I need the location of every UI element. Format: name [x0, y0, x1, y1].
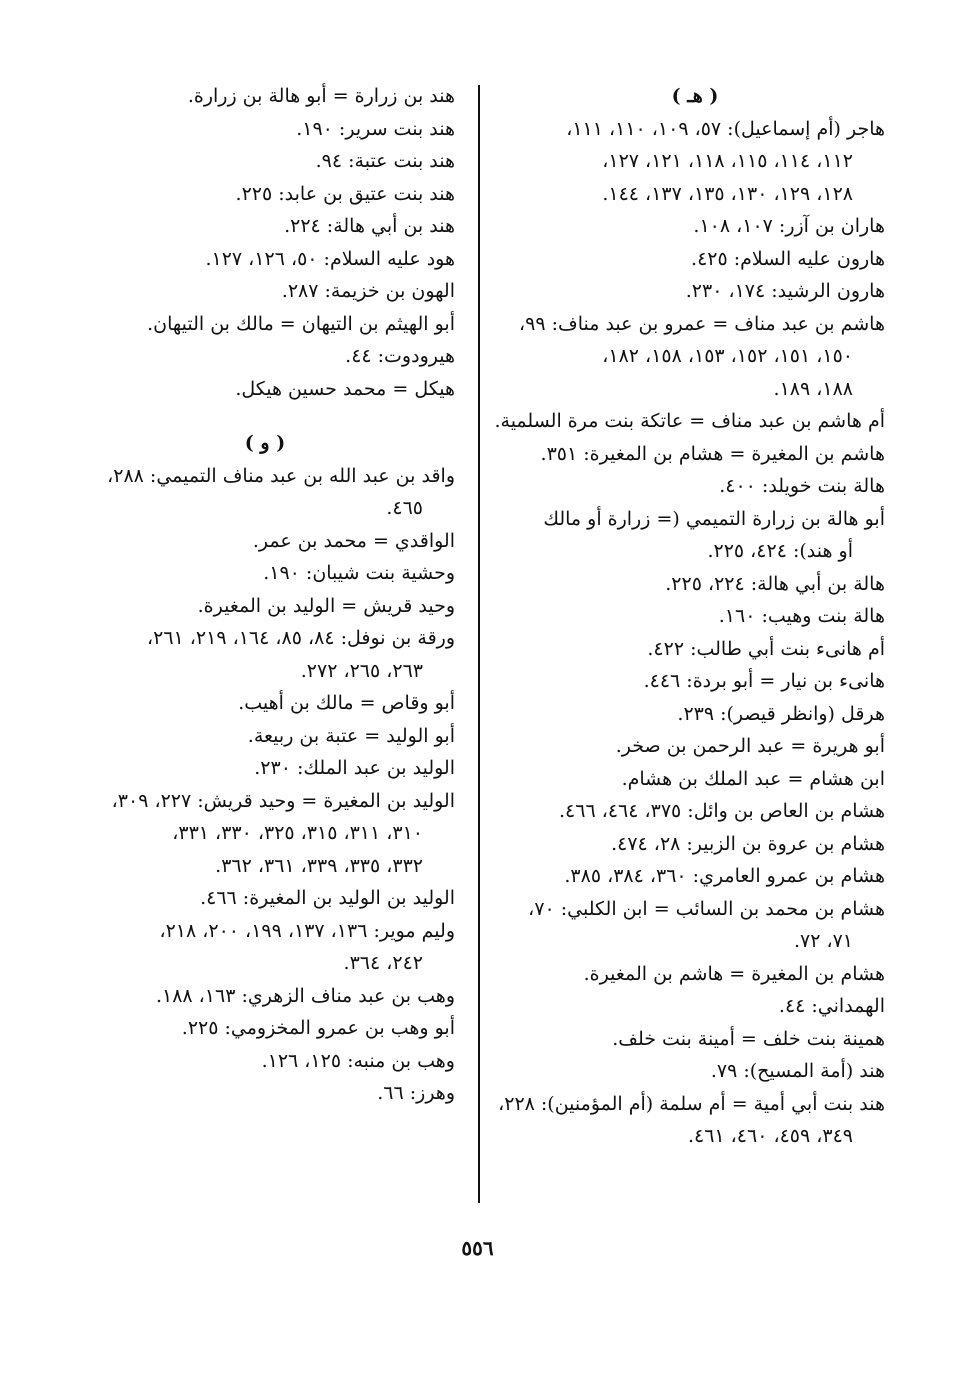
index-entry: هشام بن العاص بن وائل: ٣٧٥، ٤٦٤، ٤٦٦.	[558, 800, 885, 822]
index-entry: هالة بنت خويلد: ٤٠٠.	[719, 475, 885, 497]
section-heading: ( و )	[244, 432, 286, 454]
index-entry: الوليد بن عبد الملك: ٢٣٠.	[254, 757, 455, 779]
index-entry: هاشم بن عبد مناف = عمرو بن عبد مناف: ٩٩،	[519, 312, 885, 335]
index-entry: هالة بن أبي هالة: ٢٢٤، ٢٢٥.	[665, 572, 885, 595]
index-entry: الوليد بن المغيرة = وحيد قريش: ٢٢٧، ٣٠٩،	[111, 789, 455, 812]
index-entry: همينة بنت خلف = أمينة بنت خلف.	[612, 1027, 885, 1050]
index-entry: أبو الوليد = عتبة بن ربيعة.	[247, 724, 455, 747]
index-entry: هرقل (وانظر قيصر): ٢٣٩.	[677, 702, 885, 725]
index-entry: وهب بن عبد مناف الزهري: ١٦٣، ١٨٨.	[155, 984, 455, 1007]
index-entry: هشام بن عمرو العامري: ٣٦٠، ٣٨٤، ٣٨٥.	[564, 865, 885, 887]
index-entry: هود عليه السلام: ٥٠، ١٢٦، ١٢٧.	[205, 247, 455, 270]
index-entry-continuation: ٣٣٢، ٣٣٥، ٣٣٩، ٣٦١، ٣٦٢.	[215, 854, 423, 877]
index-entry-continuation: ١٢٨، ١٢٩، ١٣٠، ١٣٥، ١٣٧، ١٤٤.	[602, 182, 853, 205]
index-entry-continuation: ٣٤٩، ٤٥٩، ٤٦٠، ٤٦١.	[687, 1125, 853, 1147]
index-column-left	[75, 80, 455, 1110]
index-entry-continuation: ٣١٠، ٣١١، ٣١٥، ٣٢٥، ٣٣٠، ٣٣١،	[172, 822, 423, 844]
index-entry: أبو وقاص = مالك بن أهيب.	[238, 692, 455, 714]
index-entry: الوليد بن الوليد بن المغيرة: ٤٦٦.	[200, 887, 455, 909]
index-entry-continuation: ٢٦٣، ٢٦٥، ٢٧٢.	[300, 659, 423, 682]
index-entry: هالة بنت وهيب: ١٦٠.	[718, 605, 885, 627]
column-divider	[478, 85, 480, 1203]
index-entry: هند بنت أبي أمية = أم سلمة (أم المؤمنين): ٢٢٨،	[498, 1092, 885, 1115]
index-entry: هشام بن المغيرة = هاشم بن المغيرة.	[583, 962, 885, 985]
index-entry: أبو هريرة = عبد الرحمن بن صخر.	[615, 735, 885, 757]
index-entry: الهمداني: ٤٤.	[778, 995, 885, 1017]
index-entry: هند بنت سرير: ١٩٠.	[296, 117, 455, 140]
index-entry: هند (أمة المسيح): ٧٩.	[710, 1060, 885, 1082]
index-entry-continuation: ١١٢، ١١٤، ١١٥، ١١٨، ١٢١، ١٢٧،	[602, 150, 853, 172]
index-entry: هند بن زرارة = أبو هالة بن زرارة.	[187, 85, 455, 107]
index-entry: هارون الرشيد: ١٧٤، ٢٣٠.	[685, 280, 885, 302]
index-entry: ابن هشام = عبد الملك بن هشام.	[621, 767, 885, 790]
index-entry: هند بن أبي هالة: ٢٢٤.	[284, 215, 455, 237]
index-entry: أبو هالة بن زرارة التميمي (= زرارة أو مالك	[543, 507, 885, 530]
index-entry: وحشية بنت شيبان: ١٩٠.	[263, 562, 455, 584]
index-entry: واقد بن عبد الله بن عبد مناف التميمي: ٢٨٨،	[107, 464, 455, 487]
index-entry: هارون عليه السلام: ٤٢٥.	[691, 247, 885, 270]
index-entry: وهرز: ٦٦.	[377, 1082, 455, 1104]
index-entry: هيرودوت: ٤٤.	[345, 345, 455, 367]
index-entry: أبو وهب بن عمرو المخزومي: ٢٢٥.	[181, 1017, 455, 1039]
index-entry-continuation: ٤٦٥.	[386, 497, 423, 519]
index-entry: وهب بن منبه: ١٢٥، ١٢٦.	[261, 1049, 455, 1072]
index-entry: هاجر (أم إسماعيل): ٥٧، ١٠٩، ١١٠، ١١١،	[566, 117, 885, 140]
index-entry: هاران بن آزر: ١٠٧، ١٠٨.	[693, 215, 885, 237]
index-entry: أم هاشم بن عبد مناف = عاتكة بنت مرة السلمية.	[494, 410, 885, 432]
index-entry: هشام بن محمد بن السائب = ابن الكلبي: ٧٠،	[528, 897, 885, 920]
index-entry: هانىء بن نيار = أبو بردة: ٤٤٦.	[643, 670, 885, 692]
index-entry-continuation: ١٥٠، ١٥١، ١٥٢، ١٥٣، ١٥٨، ١٨٢،	[602, 345, 853, 367]
index-entry: الهون بن خزيمة: ٢٨٧.	[281, 280, 455, 302]
index-entry: وليم موير: ١٣٦، ١٣٧، ١٩٩، ٢٠٠، ٢١٨،	[159, 919, 455, 942]
section-heading: ( هـ )	[671, 85, 719, 107]
index-entry: وحيد قريش = الوليد بن المغيرة.	[197, 594, 455, 617]
index-entry-continuation: ٧١، ٧٢.	[793, 930, 853, 952]
section-gap	[75, 405, 455, 427]
index-entry: هند بنت عتبة: ٩٤.	[315, 150, 455, 172]
index-entry: هيكل = محمد حسين هيكل.	[235, 377, 455, 400]
index-entry: هشام بن عروة بن الزبير: ٢٨، ٤٧٤.	[611, 832, 885, 855]
index-entry-continuation: أو هند): ٤٢٤، ٢٢٥.	[707, 540, 853, 562]
index-entry-continuation: ٢٤٢، ٣٦٤.	[343, 952, 423, 974]
index-entry-continuation: ١٨٨، ١٨٩.	[773, 377, 853, 400]
index-column-right	[494, 80, 885, 1153]
index-entry: أبو الهيثم بن التيهان = مالك بن التيهان.	[147, 312, 455, 335]
page-number: ٥٥٦	[461, 1236, 494, 1260]
index-entry: هاشم بن المغيرة = هشام بن المغيرة: ٣٥١.	[540, 442, 885, 465]
index-entry: هند بنت عتيق بن عابد: ٢٢٥.	[235, 182, 455, 205]
index-entry: ورقة بن نوفل: ٨٤، ٨٥، ١٦٤، ٢١٩، ٢٦١،	[146, 627, 455, 649]
index-entry: الواقدي = محمد بن عمر.	[252, 529, 455, 552]
index-entry: أم هانىء بنت أبي طالب: ٤٢٢.	[647, 637, 885, 660]
